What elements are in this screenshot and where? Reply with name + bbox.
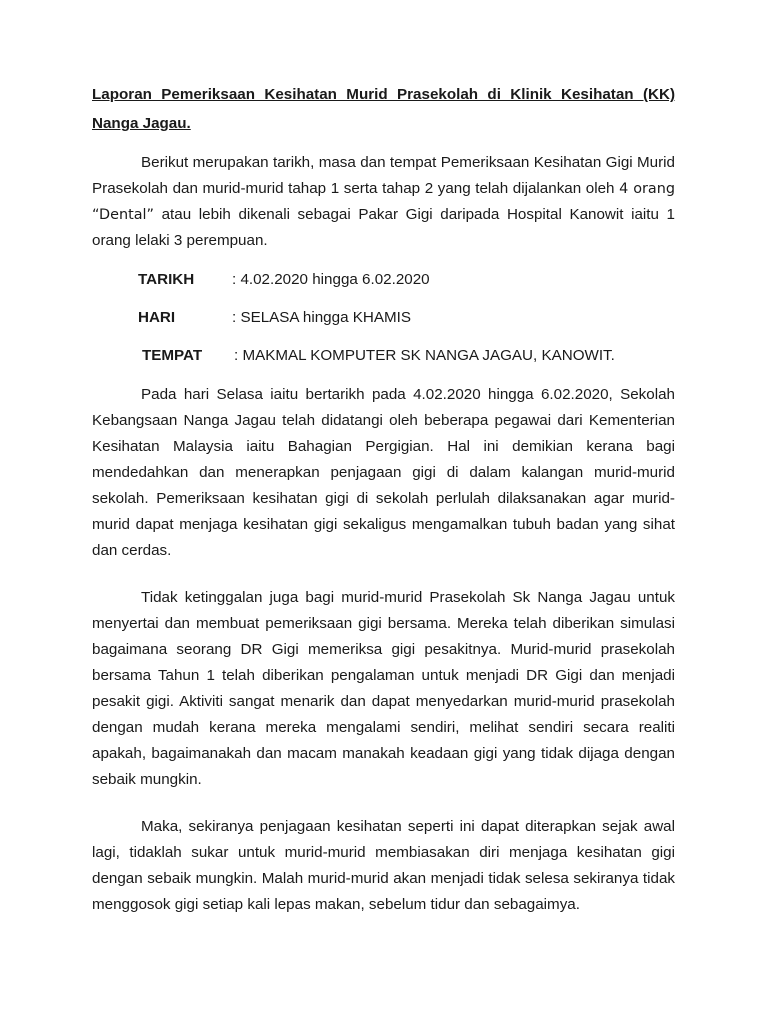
body-paragraph-2: Tidak ketinggalan juga bagi murid-murid Prasekolah Sk Nanga Jagau untuk menyertai dan membuat pemeriksaan gigi bersama. Mereka telah diberikan simulasi bagaimana seorang DR Gigi memeriksa gigi pesakitnya. Murid-murid prasekolah bersama Tahun 1 telah diberikan pengalaman untuk menjadi DR Gigi dan menjadi pesakit gigi. Aktiviti sangat menarik dan dapat menyedarkan murid-murid prasekolah dengan mudah kerana mereka mengalami sendiri, melihat sendiri secara realiti apakah, bagaimanakah dan macam manakah keadaan gigi yang tidak dijaga dengan sebaik mungkin. — [92, 589, 675, 788]
intro-text-end: atau lebih dikenali sebagai Pakar Gigi daripada Hospital Kanowit iaitu 1 orang lelaki 3 perempuan. — [92, 206, 675, 249]
detail-row-tempat — [92, 346, 675, 366]
detail-row-tarikh — [92, 270, 675, 290]
intro-paragraph — [92, 150, 675, 254]
intro-dental-text: 4 orang “Dental” — [92, 181, 675, 223]
body-paragraph-1: Pada hari Selasa iaitu bertarikh pada 4.02.2020 hingga 6.02.2020, Sekolah Kebangsaan Nanga Jagau telah didatangi oleh beberapa pegawai dari Kementerian Kesihatan Malaysia iaitu Bahagian Pergigian. Hal ini demikian kerana bagi mendedahkan dan menerapkan penjagaan gigi di dalam kalangan murid-murid sekolah. Pemeriksaan kesihatan gigi di sekolah perlulah dilaksanakan agar murid-murid dapat menjaga kesihatan gigi sekaligus mengamalkan tubuh badan yang sihat dan cerdas. — [92, 386, 675, 559]
body-paragraph-3: Maka, sekiranya penjagaan kesihatan seperti ini dapat diterapkan sejak awal lagi, tidaklah sukar untuk murid-murid membiasakan diri menjaga kesihatan gigi dengan sebaik mungkin. Malah murid-murid akan menjadi tidak selesa sekiranya tidak menggosok gigi setiap kali lepas makan, sebelum tidur dan sebagaimya. — [92, 818, 675, 913]
intro-text-start: Berikut merupakan tarikh, masa dan tempat Pemeriksaan Kesihatan Gigi Murid Prasekolah dan murid-murid tahap 1 serta tahap 2 yang telah dijalankan oleh — [92, 154, 675, 197]
report-title: Laporan Pemeriksaan Kesihatan Murid Prasekolah di Klinik Kesihatan (KK) Nanga Jagau. — [92, 86, 675, 132]
detail-value-tempat: : MAKMAL KOMPUTER SK NANGA JAGAU, KANOWIT. — [234, 347, 615, 364]
detail-label-tempat: TEMPAT — [142, 347, 203, 364]
document-page — [92, 80, 675, 918]
detail-row-hari — [92, 308, 675, 328]
detail-label-tarikh: TARIKH — [138, 271, 195, 288]
detail-value-hari: : SELASA hingga KHAMIS — [232, 309, 411, 326]
detail-value-tarikh: : 4.02.2020 hingga 6.02.2020 — [232, 271, 430, 288]
detail-label-hari: HARI — [138, 309, 176, 326]
